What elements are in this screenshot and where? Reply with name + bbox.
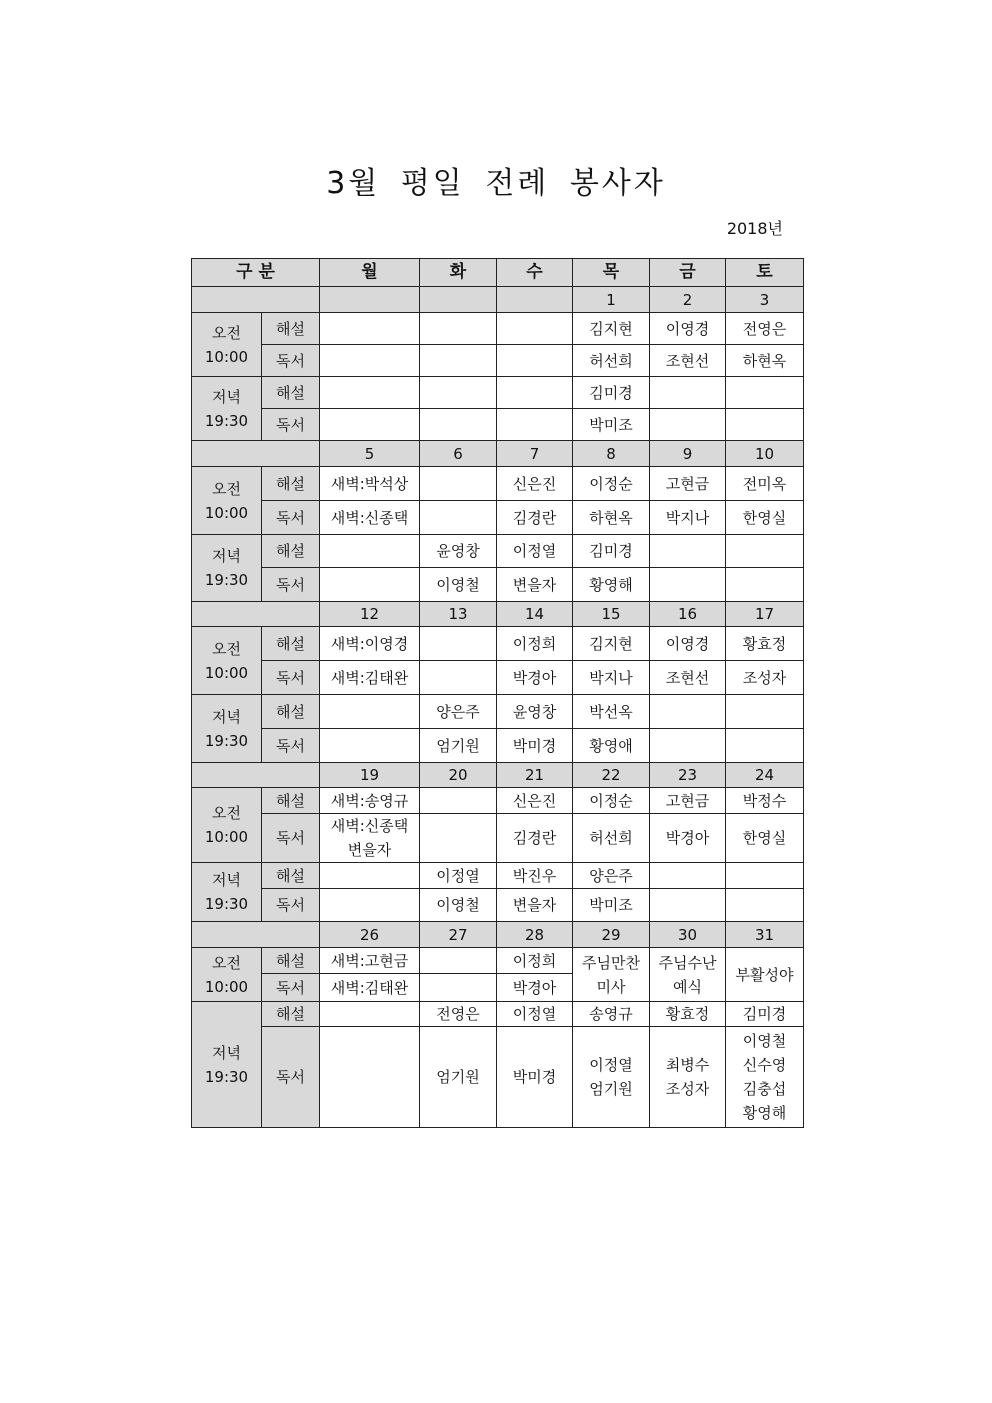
assignment-cell: [320, 889, 420, 922]
role-row: [192, 814, 804, 863]
assignment-cell: 이정순: [573, 788, 650, 814]
header-day: 금: [650, 259, 726, 287]
assignment-cell: 이정열: [497, 1002, 573, 1027]
date-label-cell: [192, 922, 320, 948]
assignment-cell: 박경아: [497, 661, 573, 695]
session-line: 저녁: [212, 707, 241, 726]
assignment-cell: [726, 729, 804, 763]
assignment-cell: 박미조: [573, 409, 650, 441]
assignment-cell: 박지나: [650, 501, 726, 535]
assignment-cell: [497, 409, 573, 441]
cell-line: 엄기원: [589, 1080, 633, 1099]
date-cell: 6: [420, 441, 497, 467]
assignment-cell: [573, 1027, 650, 1128]
date-row: [192, 922, 804, 948]
session-line: 오전: [212, 323, 241, 342]
role-commentary: 해설: [262, 948, 320, 974]
assignment-cell: 윤영창: [420, 535, 497, 568]
role-commentary: 해설: [262, 313, 320, 345]
special-liturgy-cell: [726, 948, 804, 1002]
assignment-cell: [650, 1027, 726, 1128]
schedule-table: [191, 258, 804, 1128]
role-row: [192, 627, 804, 661]
assignment-cell: [320, 345, 420, 377]
cell-line: 부활성야: [735, 965, 794, 984]
role-row: [192, 377, 804, 409]
assignment-cell: [726, 568, 804, 602]
role-commentary: 해설: [262, 863, 320, 889]
session-line: 19:30: [204, 895, 249, 914]
assignment-cell: 황효정: [650, 1002, 726, 1027]
header-day: 월: [320, 259, 420, 287]
date-cell: 26: [320, 922, 420, 948]
role-row: [192, 1002, 804, 1027]
date-row: [192, 287, 804, 313]
morning-session: [192, 948, 262, 1002]
role-reading: 독서: [262, 568, 320, 602]
session-line: 저녁: [212, 871, 241, 890]
date-row: [192, 602, 804, 627]
assignment-cell: [650, 377, 726, 409]
assignment-cell: 신은진: [497, 467, 573, 501]
cell-line: 이정열: [589, 1056, 633, 1075]
role-reading: 독서: [262, 501, 320, 535]
role-row: [192, 695, 804, 729]
date-cell: 5: [320, 441, 420, 467]
role-reading: 독서: [262, 814, 320, 863]
session-line: 저녁: [212, 387, 241, 406]
header-row: [192, 259, 804, 287]
assignment-cell: [420, 948, 497, 974]
role-reading: 독서: [262, 409, 320, 441]
assignment-cell: 이정희: [497, 627, 573, 661]
date-cell: 27: [420, 922, 497, 948]
date-cell: 12: [320, 602, 420, 627]
cell-line: 이영철: [742, 1032, 787, 1051]
date-cell: [320, 287, 420, 313]
assignment-cell: [420, 814, 497, 863]
assignment-cell: 이정열: [497, 535, 573, 568]
assignment-cell: [420, 788, 497, 814]
date-cell: 21: [497, 763, 573, 788]
role-reading: 독서: [262, 889, 320, 922]
role-row: [192, 313, 804, 345]
role-reading: 독서: [262, 729, 320, 763]
evening-session: [192, 863, 262, 922]
assignment-cell: 윤영창: [497, 695, 573, 729]
assignment-cell: 박경아: [497, 974, 573, 1002]
cell-line: 새벽:신종택: [330, 817, 409, 836]
evening-session: [192, 535, 262, 602]
role-row: [192, 535, 804, 568]
date-cell: 30: [650, 922, 726, 948]
date-cell: 14: [497, 602, 573, 627]
assignment-cell: 새벽:송영규: [320, 788, 420, 814]
role-row: [192, 501, 804, 535]
date-row: [192, 763, 804, 788]
date-cell: [497, 287, 573, 313]
assignment-cell: 조성자: [726, 661, 804, 695]
assignment-cell: 조현선: [650, 345, 726, 377]
assignment-cell: [420, 627, 497, 661]
session-line: 10:00: [204, 663, 249, 682]
assignment-cell: 한영실: [726, 501, 804, 535]
assignment-cell: 박미경: [497, 1027, 573, 1128]
assignment-cell: 박미조: [573, 889, 650, 922]
assignment-cell: 허선희: [573, 345, 650, 377]
assignment-cell: [320, 535, 420, 568]
special-liturgy-cell: [650, 948, 726, 1002]
date-label-cell: [192, 441, 320, 467]
assignment-cell: 황영애: [573, 729, 650, 763]
date-label-cell: [192, 287, 320, 313]
special-liturgy-cell: [573, 948, 650, 1002]
session-line: 저녁: [212, 547, 241, 566]
cell-line: 신수영: [742, 1056, 787, 1075]
date-cell: 31: [726, 922, 804, 948]
assignment-cell: 하현옥: [573, 501, 650, 535]
assignment-cell: [497, 377, 573, 409]
cell-line: 미사: [596, 977, 626, 996]
role-row: [192, 729, 804, 763]
date-cell: 19: [320, 763, 420, 788]
assignment-cell: 이영경: [650, 627, 726, 661]
assignment-cell: 김미경: [573, 535, 650, 568]
session-line: 10:00: [204, 347, 249, 366]
assignment-cell: [726, 889, 804, 922]
assignment-cell: [320, 729, 420, 763]
assignment-cell: 이정희: [497, 948, 573, 974]
assignment-cell: [420, 345, 497, 377]
role-commentary: 해설: [262, 377, 320, 409]
evening-session: [192, 377, 262, 441]
session-line: 10:00: [204, 977, 249, 996]
role-commentary: 해설: [262, 467, 320, 501]
date-cell: 2: [650, 287, 726, 313]
assignment-cell: 고현금: [650, 788, 726, 814]
assignment-cell: [420, 467, 497, 501]
assignment-cell: 변을자: [497, 568, 573, 602]
assignment-cell: [320, 814, 420, 863]
assignment-cell: 박정수: [726, 788, 804, 814]
date-cell: 13: [420, 602, 497, 627]
role-commentary: 해설: [262, 788, 320, 814]
date-cell: 9: [650, 441, 726, 467]
date-cell: 28: [497, 922, 573, 948]
assignment-cell: 이영철: [420, 568, 497, 602]
cell-line: 조성자: [665, 1080, 710, 1099]
morning-session: [192, 313, 262, 377]
page-title: 3월 평일 전례 봉사자: [326, 166, 666, 201]
cell-line: 황영해: [742, 1104, 787, 1123]
header-day: 토: [726, 259, 804, 287]
assignment-cell: 양은주: [573, 863, 650, 889]
assignment-cell: 이영철: [420, 889, 497, 922]
header-day: 목: [573, 259, 650, 287]
assignment-cell: 새벽:김태완: [320, 974, 420, 1002]
session-line: 오전: [212, 639, 241, 658]
session-line: 19:30: [204, 1067, 249, 1086]
role-reading: 독서: [262, 661, 320, 695]
assignment-cell: 고현금: [650, 467, 726, 501]
assignment-cell: 박경아: [650, 814, 726, 863]
assignment-cell: 김지현: [573, 313, 650, 345]
date-cell: 8: [573, 441, 650, 467]
evening-session: [192, 695, 262, 763]
assignment-cell: 새벽:박석상: [320, 467, 420, 501]
assignment-cell: 박선옥: [573, 695, 650, 729]
assignment-cell: 새벽:고현금: [320, 948, 420, 974]
assignment-cell: 새벽:김태완: [320, 661, 420, 695]
assignment-cell: 박지나: [573, 661, 650, 695]
role-row: [192, 1027, 804, 1128]
session-line: 10:00: [204, 828, 249, 847]
cell-line: 주님수난: [658, 953, 717, 972]
header-day: 화: [420, 259, 497, 287]
assignment-cell: 전영은: [420, 1002, 497, 1027]
assignment-cell: [320, 377, 420, 409]
assignment-cell: 김경란: [497, 501, 573, 535]
assignment-cell: [320, 313, 420, 345]
header-category: 구 분: [192, 259, 320, 287]
session-line: 19:30: [204, 411, 249, 430]
cell-line: 주님만찬: [582, 953, 640, 972]
role-row: [192, 345, 804, 377]
assignment-cell: [726, 535, 804, 568]
cell-line: 예식: [673, 977, 702, 996]
date-cell: 16: [650, 602, 726, 627]
role-commentary: 해설: [262, 695, 320, 729]
date-cell: 15: [573, 602, 650, 627]
assignment-cell: 김미경: [573, 377, 650, 409]
assignment-cell: 이정순: [573, 467, 650, 501]
role-row: [192, 863, 804, 889]
assignment-cell: 김경란: [497, 814, 573, 863]
assignment-cell: [650, 568, 726, 602]
assignment-cell: [320, 695, 420, 729]
assignment-cell: [420, 661, 497, 695]
role-commentary: 해설: [262, 535, 320, 568]
session-line: 오전: [212, 804, 241, 823]
assignment-cell: 신은진: [497, 788, 573, 814]
role-row: [192, 948, 804, 974]
date-cell: 20: [420, 763, 497, 788]
assignment-cell: [320, 1027, 420, 1128]
session-line: 19:30: [204, 731, 249, 750]
role-reading: 독서: [262, 974, 320, 1002]
date-label-cell: [192, 602, 320, 627]
session-line: 19:30: [204, 571, 249, 590]
date-label-cell: [192, 763, 320, 788]
morning-session: [192, 627, 262, 695]
assignment-cell: [420, 409, 497, 441]
session-line: 오전: [212, 953, 241, 972]
session-line: 저녁: [212, 1043, 241, 1062]
assignment-cell: [420, 501, 497, 535]
date-cell: 22: [573, 763, 650, 788]
assignment-cell: 김미경: [726, 1002, 804, 1027]
assignment-cell: 허선희: [573, 814, 650, 863]
session-line: 10:00: [204, 503, 249, 522]
assignment-cell: [497, 345, 573, 377]
assignment-cell: [320, 1002, 420, 1027]
assignment-cell: 박미경: [497, 729, 573, 763]
date-cell: 29: [573, 922, 650, 948]
assignment-cell: 황효정: [726, 627, 804, 661]
assignment-cell: [650, 889, 726, 922]
assignment-cell: [726, 695, 804, 729]
assignment-cell: 엄기원: [420, 729, 497, 763]
role-reading: 독서: [262, 345, 320, 377]
assignment-cell: 엄기원: [420, 1027, 497, 1128]
assignment-cell: 새벽:이영경: [320, 627, 420, 661]
assignment-cell: [726, 377, 804, 409]
assignment-cell: [650, 409, 726, 441]
assignment-cell: [726, 409, 804, 441]
morning-session: [192, 788, 262, 863]
role-row: [192, 568, 804, 602]
assignment-cell: 하현옥: [726, 345, 804, 377]
date-cell: 1: [573, 287, 650, 313]
role-reading: 독서: [262, 1027, 320, 1128]
assignment-cell: [420, 377, 497, 409]
assignment-cell: [650, 729, 726, 763]
assignment-cell: 새벽:신종택: [320, 501, 420, 535]
assignment-cell: 송영규: [573, 1002, 650, 1027]
date-row: [192, 441, 804, 467]
role-row: [192, 788, 804, 814]
role-row: [192, 409, 804, 441]
date-cell: 3: [726, 287, 804, 313]
date-cell: 7: [497, 441, 573, 467]
role-row: [192, 889, 804, 922]
cell-line: 최병수: [665, 1056, 710, 1075]
role-row: [192, 661, 804, 695]
assignment-cell: 이정열: [420, 863, 497, 889]
role-row: [192, 467, 804, 501]
assignment-cell: 양은주: [420, 695, 497, 729]
assignment-cell: 김지현: [573, 627, 650, 661]
assignment-cell: [726, 1027, 804, 1128]
assignment-cell: [420, 313, 497, 345]
assignment-cell: 변을자: [497, 889, 573, 922]
evening-session: [192, 1002, 262, 1128]
assignment-cell: [650, 695, 726, 729]
assignment-cell: 한영실: [726, 814, 804, 863]
assignment-cell: [320, 409, 420, 441]
assignment-cell: 전미옥: [726, 467, 804, 501]
date-cell: 17: [726, 602, 804, 627]
role-commentary: 해설: [262, 627, 320, 661]
year-label: 2018년: [726, 219, 783, 238]
session-line: 오전: [212, 479, 241, 498]
date-cell: 23: [650, 763, 726, 788]
assignment-cell: 조현선: [650, 661, 726, 695]
role-commentary: 해설: [262, 1002, 320, 1027]
assignment-cell: 황영해: [573, 568, 650, 602]
header-day: 수: [497, 259, 573, 287]
date-cell: [420, 287, 497, 313]
assignment-cell: 전영은: [726, 313, 804, 345]
assignment-cell: [320, 863, 420, 889]
assignment-cell: [497, 313, 573, 345]
morning-session: [192, 467, 262, 535]
assignment-cell: 이영경: [650, 313, 726, 345]
assignment-cell: [420, 974, 497, 1002]
assignment-cell: 박진우: [497, 863, 573, 889]
assignment-cell: [650, 863, 726, 889]
assignment-cell: [320, 568, 420, 602]
cell-line: 변을자: [347, 841, 392, 860]
cell-line: 김충섭: [742, 1080, 787, 1099]
assignment-cell: [726, 863, 804, 889]
date-cell: 10: [726, 441, 804, 467]
date-cell: 24: [726, 763, 804, 788]
assignment-cell: [650, 535, 726, 568]
